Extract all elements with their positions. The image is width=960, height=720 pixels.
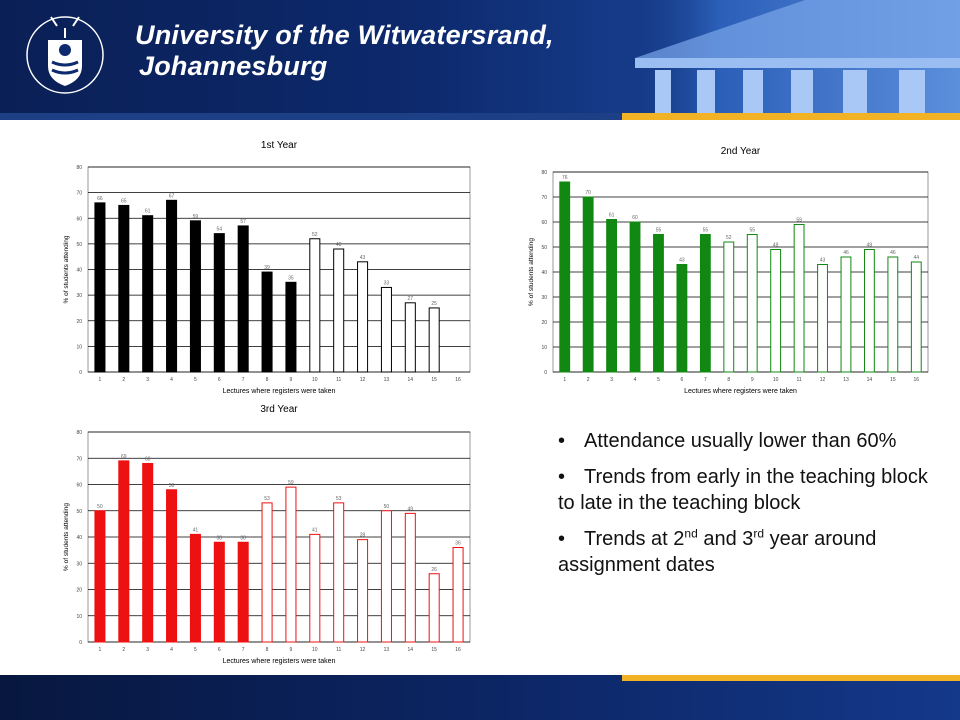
x-tick-label: 5 xyxy=(194,377,197,383)
x-tick-label: 11 xyxy=(796,377,802,383)
x-tick-label: 13 xyxy=(843,377,849,383)
y-tick-label: 20 xyxy=(76,587,82,594)
bar xyxy=(334,503,344,642)
bar xyxy=(747,235,757,373)
x-tick-label: 2 xyxy=(122,377,126,383)
bar xyxy=(238,542,248,642)
data-label: 70 xyxy=(585,190,591,196)
y-tick-label: 60 xyxy=(541,220,547,226)
x-tick-label: 12 xyxy=(819,377,826,383)
data-label: 48 xyxy=(335,242,342,248)
title-line-1: University of the Witwatersrand, xyxy=(135,20,554,50)
x-tick-label: 5 xyxy=(194,647,197,653)
x-tick-label: 1 xyxy=(98,377,102,383)
bar xyxy=(262,272,272,372)
bar xyxy=(143,216,153,372)
chart-title: 1st Year xyxy=(260,140,298,151)
bar xyxy=(310,534,320,642)
data-label: 49 xyxy=(772,242,779,249)
bar xyxy=(429,574,439,642)
bullet-item xyxy=(558,428,930,454)
y-tick-label: 20 xyxy=(541,320,547,326)
bar xyxy=(190,534,200,642)
bar xyxy=(771,250,781,373)
bar xyxy=(911,262,921,372)
y-tick-label: 80 xyxy=(76,430,82,436)
data-label: 59 xyxy=(288,480,294,487)
bar xyxy=(560,182,570,372)
data-label: 52 xyxy=(726,235,732,241)
bar xyxy=(143,464,153,643)
bar xyxy=(167,200,177,372)
x-tick-label: 7 xyxy=(703,377,707,383)
bullet-text: Trends at 2 xyxy=(584,528,685,550)
y-tick-label: 20 xyxy=(76,318,82,325)
data-label: 61 xyxy=(608,212,615,219)
bar xyxy=(358,262,368,372)
y-tick-label: 50 xyxy=(541,245,547,251)
data-label: 38 xyxy=(216,535,223,542)
x-tick-label: 11 xyxy=(336,377,342,383)
data-label: 66 xyxy=(97,195,103,202)
bullet-text: Attendance usually lower than 60% xyxy=(584,430,897,452)
data-label: 27 xyxy=(407,295,414,302)
bar xyxy=(310,239,320,372)
y-tick-label: 70 xyxy=(76,190,82,197)
bar xyxy=(262,503,272,642)
y-tick-label: 50 xyxy=(76,241,82,248)
footer-bar xyxy=(0,675,960,720)
data-label: 26 xyxy=(431,566,437,573)
x-tick-label: 2 xyxy=(586,377,590,383)
y-tick-label: 10 xyxy=(76,613,82,620)
y-tick-label: 60 xyxy=(76,482,82,489)
bullet-dot: • xyxy=(558,466,566,488)
x-tick-label: 3 xyxy=(610,377,613,383)
x-tick-label: 9 xyxy=(289,647,293,653)
y-tick-label: 30 xyxy=(541,295,547,301)
x-tick-label: 12 xyxy=(359,647,366,653)
data-label: 52 xyxy=(312,231,318,238)
x-tick-label: 13 xyxy=(383,377,390,383)
data-label: 49 xyxy=(407,506,414,513)
data-label: 43 xyxy=(359,254,366,261)
bar xyxy=(405,513,415,642)
data-label: 50 xyxy=(97,503,103,510)
x-tick-label: 1 xyxy=(98,647,102,653)
bar xyxy=(119,205,129,372)
x-axis-label: Lectures where registers were taken xyxy=(222,388,336,395)
x-tick-label: 13 xyxy=(383,647,390,653)
bar xyxy=(841,257,851,372)
y-tick-label: 40 xyxy=(541,270,547,276)
x-tick-label: 14 xyxy=(407,647,414,653)
x-tick-label: 9 xyxy=(750,377,754,383)
data-label: 50 xyxy=(383,503,390,510)
bar xyxy=(583,197,593,372)
superscript: rd xyxy=(753,526,765,541)
bar xyxy=(214,234,224,372)
x-tick-label: 15 xyxy=(431,377,437,383)
data-label: 53 xyxy=(335,495,342,502)
x-tick-label: 15 xyxy=(890,377,896,383)
y-tick-label: 70 xyxy=(76,456,82,463)
bar xyxy=(405,303,415,372)
data-label: 76 xyxy=(561,175,568,181)
x-tick-label: 3 xyxy=(146,377,150,383)
bullet-text: Trends from early in the teaching block to late in the teaching block xyxy=(558,466,928,514)
y-axis-label: % of students attending xyxy=(528,238,535,306)
title-line-2: Johannesburg xyxy=(139,51,328,81)
data-label: 44 xyxy=(913,255,920,261)
y-axis-label: % of students attending xyxy=(63,235,70,304)
x-tick-label: 6 xyxy=(217,647,221,653)
data-label: 55 xyxy=(702,227,709,234)
x-tick-label: 4 xyxy=(633,377,637,383)
x-tick-label: 6 xyxy=(680,377,684,383)
bullet-item xyxy=(558,526,930,578)
x-tick-label: 2 xyxy=(122,647,126,653)
y-tick-label: 10 xyxy=(541,345,547,351)
data-label: 33 xyxy=(383,280,390,287)
bullet-item xyxy=(558,464,930,516)
bar xyxy=(888,257,898,372)
data-label: 59 xyxy=(796,217,802,224)
data-label: 55 xyxy=(655,227,662,234)
data-label: 61 xyxy=(144,208,151,215)
x-tick-label: 7 xyxy=(241,377,245,383)
y-tick-label: 30 xyxy=(76,293,82,300)
x-tick-label: 1 xyxy=(563,377,567,383)
x-tick-label: 9 xyxy=(289,377,293,383)
bar xyxy=(358,540,368,642)
data-label: 69 xyxy=(121,453,127,460)
data-label: 43 xyxy=(679,257,685,264)
bar xyxy=(190,221,200,372)
data-label: 54 xyxy=(216,226,223,233)
y-tick-label: 30 xyxy=(76,561,82,568)
y-tick-label: 70 xyxy=(541,195,547,201)
y-tick-label: 0 xyxy=(79,640,82,646)
data-label: 58 xyxy=(168,482,175,489)
bar xyxy=(607,220,617,373)
data-label: 59 xyxy=(192,213,199,220)
bar xyxy=(700,235,710,373)
x-axis-label: Lectures where registers were taken xyxy=(684,388,797,395)
bar xyxy=(119,461,129,642)
bar xyxy=(864,250,874,373)
data-label: 46 xyxy=(890,250,896,256)
data-label: 39 xyxy=(359,532,366,539)
bullet-dot: • xyxy=(558,528,566,550)
bullet-text: and 3 xyxy=(697,528,754,550)
bar xyxy=(286,487,296,642)
bar xyxy=(95,511,105,642)
x-tick-label: 5 xyxy=(657,377,660,383)
x-tick-label: 10 xyxy=(772,377,779,383)
bullet-text: year around assignment dates xyxy=(558,528,877,576)
x-tick-label: 15 xyxy=(431,647,437,653)
bar xyxy=(286,282,296,372)
bar xyxy=(654,235,664,373)
bar xyxy=(238,226,248,372)
data-label: 41 xyxy=(192,527,199,534)
data-label: 55 xyxy=(749,227,755,234)
data-label: 39 xyxy=(264,265,270,272)
x-tick-label: 16 xyxy=(455,647,461,653)
x-tick-label: 11 xyxy=(336,647,342,653)
y-tick-label: 0 xyxy=(544,370,547,376)
chart-title: 3rd Year xyxy=(260,404,298,415)
superscript: nd xyxy=(684,526,698,541)
x-tick-label: 8 xyxy=(727,377,731,383)
bar xyxy=(381,287,391,372)
bullet-list xyxy=(558,428,930,588)
data-label: 67 xyxy=(168,193,175,200)
x-axis-label: Lectures where registers were taken xyxy=(222,658,336,665)
data-label: 68 xyxy=(144,456,151,463)
bar xyxy=(429,308,439,372)
y-axis-label: % of students attending xyxy=(63,503,70,571)
data-label: 60 xyxy=(632,215,638,221)
bar xyxy=(794,225,804,373)
bar xyxy=(724,242,734,372)
bar xyxy=(334,249,344,372)
x-tick-label: 7 xyxy=(241,647,245,653)
y-tick-label: 40 xyxy=(76,267,82,274)
data-label: 57 xyxy=(240,218,246,225)
data-label: 38 xyxy=(240,535,246,542)
x-tick-label: 6 xyxy=(217,377,221,383)
bullet-dot: • xyxy=(558,430,566,452)
y-tick-label: 80 xyxy=(541,170,547,176)
bar xyxy=(214,542,224,642)
x-tick-label: 10 xyxy=(312,647,318,653)
data-label: 43 xyxy=(819,257,826,264)
bar xyxy=(167,490,177,642)
data-label: 46 xyxy=(843,250,849,256)
bar xyxy=(453,548,463,643)
bar xyxy=(381,511,391,642)
data-label: 65 xyxy=(121,198,127,205)
data-label: 53 xyxy=(264,495,270,502)
footer-divider-gold xyxy=(622,675,960,681)
data-label: 41 xyxy=(312,527,318,534)
x-tick-label: 8 xyxy=(265,647,269,653)
x-tick-label: 14 xyxy=(407,377,414,383)
x-tick-label: 14 xyxy=(866,377,873,383)
x-tick-label: 4 xyxy=(170,647,173,653)
x-tick-label: 16 xyxy=(913,377,920,383)
data-label: 25 xyxy=(431,300,437,307)
bar xyxy=(677,265,687,373)
x-tick-label: 3 xyxy=(146,647,150,653)
x-tick-label: 8 xyxy=(265,377,269,383)
bar xyxy=(818,265,828,373)
data-label: 36 xyxy=(455,540,461,547)
x-tick-label: 12 xyxy=(359,377,366,383)
y-tick-label: 80 xyxy=(76,165,82,171)
chart-title: 2nd Year xyxy=(720,146,761,157)
y-tick-label: 50 xyxy=(76,508,82,515)
x-tick-label: 4 xyxy=(170,377,173,383)
x-tick-label: 10 xyxy=(312,377,318,383)
data-label: 49 xyxy=(866,242,873,249)
y-tick-label: 0 xyxy=(79,370,82,376)
y-tick-label: 60 xyxy=(76,216,82,223)
bar xyxy=(630,222,640,372)
bar xyxy=(95,203,105,372)
y-tick-label: 40 xyxy=(76,535,82,541)
data-label: 35 xyxy=(288,275,294,282)
x-tick-label: 16 xyxy=(455,377,461,383)
y-tick-label: 10 xyxy=(76,344,82,351)
